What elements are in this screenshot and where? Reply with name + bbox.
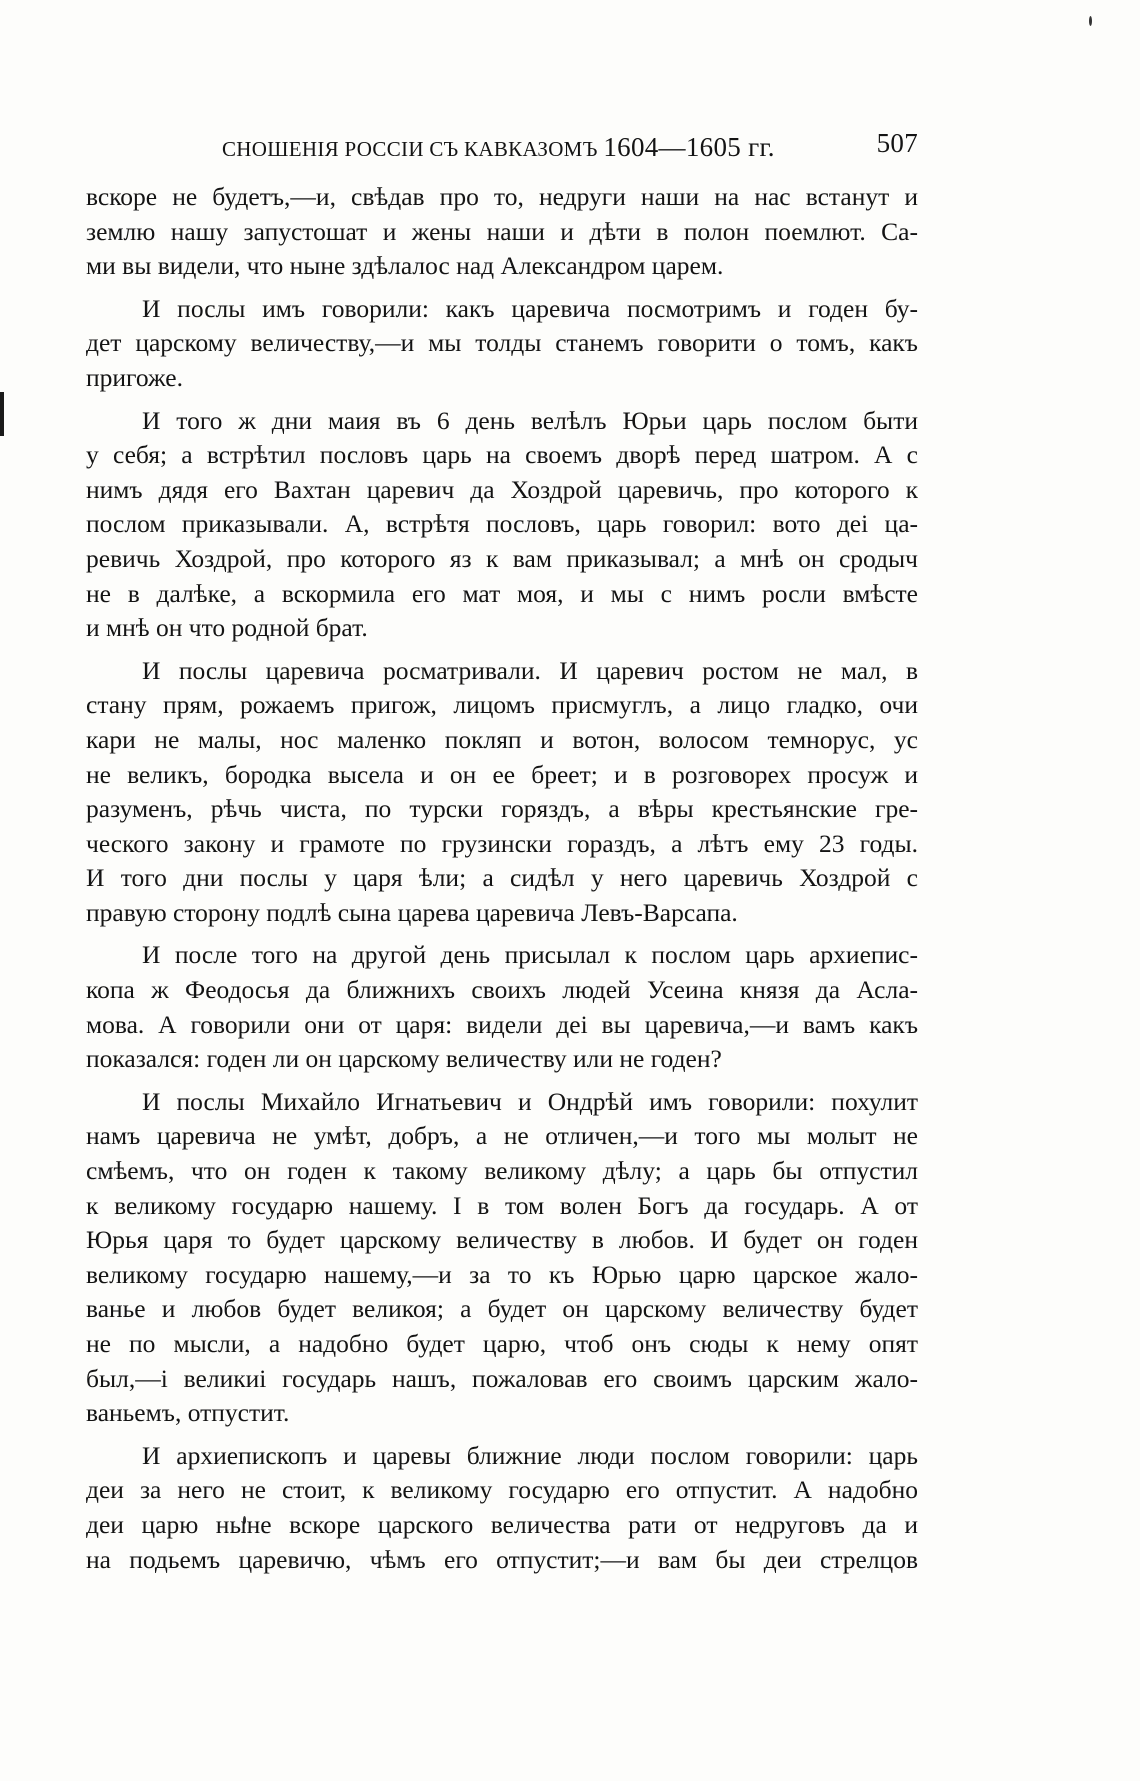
text-line: И послы Михайло Игнатьевич и Ондрѣй имъ говорили: похулит <box>142 1086 918 1116</box>
text-line: смѣемъ, что он годен к такому великому дѣлу; а царь бы отпустил <box>86 1156 918 1186</box>
text-line: И архиепископъ и царевы ближние люди послом говорили: царь <box>142 1440 918 1470</box>
text-line: кари не малы, нос маленко покляп и вотон, волосом темнорус, ус <box>86 724 918 754</box>
text-line: к великому государю нашему. І в том волен Богъ да государь. А от <box>86 1190 918 1220</box>
text-line: на подьемъ царевичю, чѣмъ его отпустит;—и вам бы деи стрелцов <box>86 1544 918 1574</box>
text-line: не великъ, бородка высела и он ее бреет; и в розговорех просуж и <box>86 759 918 789</box>
text-line: у себя; а встрѣтил пословъ царь на своемъ дворѣ перед шатром. А с <box>86 440 918 470</box>
text-line: И того дни послы у царя ѣли; а сидѣл у него царевичь Хоздрой с <box>86 863 918 893</box>
text-line: стану прям, рожаемъ пригож, лицомъ присмуглъ, а лицо гладко, очи <box>86 690 918 720</box>
text-line: вскоре не будетъ,—и, свѣдав про то, недруги наши на нас встанут и <box>86 182 918 211</box>
text-line: мова. А говорили они от царя: видели деі вы царевича,—и вамъ какъ <box>86 1009 918 1039</box>
scan-margin-mark <box>0 392 4 436</box>
running-header <box>210 126 918 166</box>
text-line: разуменъ, рѣчь чиста, по турски горяздъ, а вѣры крестьянские гре- <box>86 794 918 824</box>
text-line: нимъ дядя его Вахтан царевич да Хоздрой царевичь, про которого к <box>86 474 918 504</box>
text-line: деи за него не стоит, к великому государю его отпустит. А надобно <box>86 1475 918 1505</box>
text-line: послом приказывали. А, встрѣтя пословъ, царь говорил: вото деі ца- <box>86 509 918 539</box>
text-line: землю нашу запустошат и жены наши и дѣти в полон поемлют. Са- <box>86 216 918 246</box>
page-number: 507 <box>876 128 918 158</box>
running-title-prefix: СНОШЕНІЯ РОССІИ СЪ КАВКАЗОМЪ <box>222 137 598 161</box>
text-line: И того ж дни маия въ 6 день велѣлъ Юрьи царь послом быти <box>142 405 918 435</box>
text-line: ваньемъ, отпустит. <box>86 1398 290 1428</box>
text-line: Юрья царя то будет царскому величеству в любов. И будет он годен <box>86 1225 918 1255</box>
text-line: ревичь Хоздрой, про которого яз к вам приказывал; а мнѣ он сродыч <box>86 543 918 573</box>
text-line: копа ж Феодосья да ближнихъ своихъ людей Усеина князя да Асла- <box>86 975 918 1005</box>
text-line: дет царскому величеству,—и мы толды станемъ говорити о томъ, какъ <box>86 328 918 358</box>
text-line: и мнѣ он что родной брат. <box>86 613 368 643</box>
running-title-years: 1604—1605 гг. <box>603 132 775 162</box>
paragraph <box>86 938 918 1076</box>
text-line: великому государю нашему,—и за то къ Юрью царю царское жало- <box>86 1259 918 1289</box>
text-line: ванье и любов будет великоя; а будет он царскому величеству будет <box>86 1294 918 1324</box>
paragraph <box>86 1085 918 1431</box>
text-line: деи царю ныне вскоре царского величества рати от недруговъ да и <box>86 1509 918 1539</box>
text-line: И после того на другой день присылал к послом царь архиепис- <box>142 940 918 970</box>
text-line: ми вы видели, что ныне здѣлалос над Александром царем. <box>86 251 724 281</box>
body-text <box>86 180 918 1577</box>
text-line: был,—і великиі государь нашъ, пожаловав его своимъ царским жало- <box>86 1363 918 1393</box>
text-line: И послы имъ говорили: какъ царевича посмотримъ и годен бу- <box>142 293 918 323</box>
text-line: не в далѣке, а вскормила его мат моя, и мы с нимъ росли вмѣсте <box>86 578 918 608</box>
paragraph <box>86 1439 918 1577</box>
scan-speck <box>1089 16 1092 26</box>
text-line: ческого закону и грамоте по грузински гораздъ, а лѣтъ ему 23 годы. <box>86 828 918 858</box>
paragraph <box>86 654 918 931</box>
paragraph <box>86 180 918 284</box>
running-title <box>222 132 775 163</box>
text-line: показался: годен ли он царскому величеству или не годен? <box>86 1044 722 1074</box>
paragraph <box>86 404 918 646</box>
text-line: не по мысли, а надобно будет царю, чтоб онъ сюды к нему опят <box>86 1329 918 1358</box>
text-line: И послы царевича росматривали. И царевич ростом не мал, в <box>142 655 918 685</box>
text-line: намъ царевича не умѣт, добръ, а не отличен,—и того мы молыт не <box>86 1121 918 1151</box>
text-line: пригоже. <box>86 362 183 392</box>
paragraph <box>86 292 918 396</box>
text-line: правую сторону подлѣ сына царева царевича Левъ-Варсапа. <box>86 897 738 927</box>
